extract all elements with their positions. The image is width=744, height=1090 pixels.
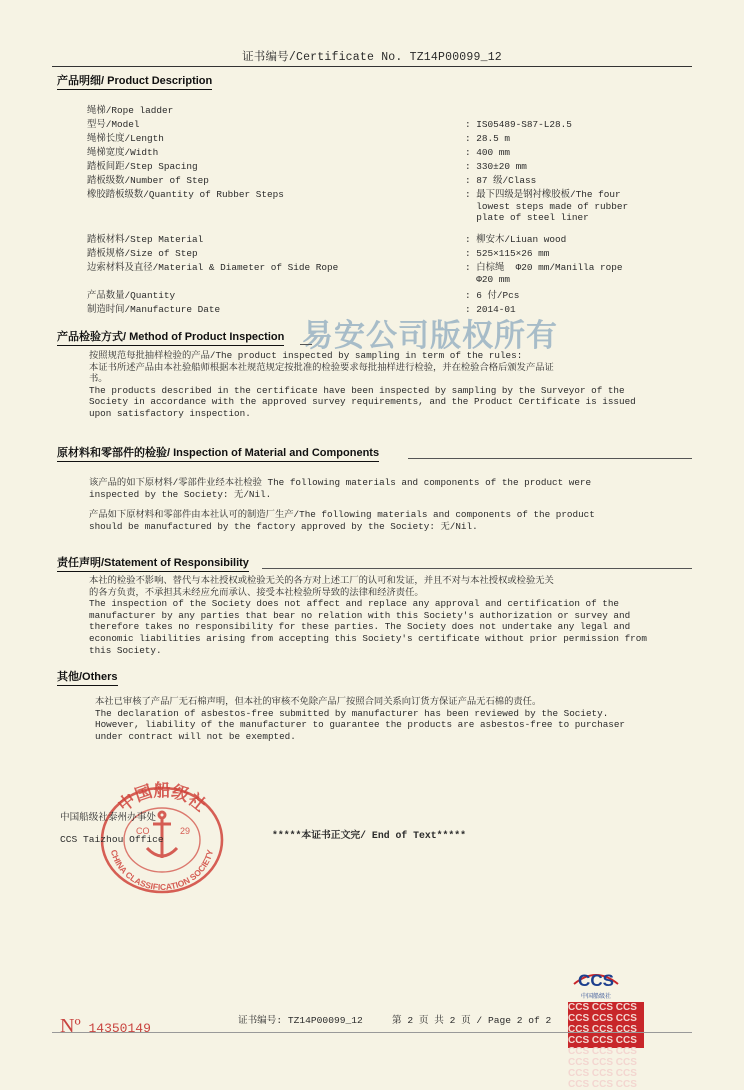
product-row-label: 踏板材料/Step Material (87, 234, 204, 245)
certificate-number-header: 证书编号/Certificate No. TZ14P00099_12 (242, 51, 502, 64)
product-row-label: 绳梯长度/Length (87, 133, 164, 144)
serial-prefix: Nº (60, 1015, 81, 1037)
ccs-strip-text: CCS CCS CCS CCS CCS CCS (568, 1002, 637, 1024)
product-row-label: 边索材料及直径/Material & Diameter of Side Rope (87, 262, 339, 273)
ccs-logo-subtext: 中国船级社 (580, 993, 612, 1000)
header-rule (52, 66, 692, 67)
stamp-bottom-text: CHINA CLASSIFICATION SOCIETY (108, 848, 216, 893)
ccs-strip-text: CCS CCS CCS CCS CCS CCS (568, 1068, 637, 1090)
serial-number (60, 1015, 151, 1038)
materials-text-inspected: 该产品的如下原材料/零部件业经本社检验 The following materials and components of the product were inspected by the Society: 无/Nil. (89, 477, 592, 500)
product-row-label: 绳梯/Rope ladder (87, 105, 174, 116)
section-title-inspection-method: 产品检验方式/ Method of Product Inspection (57, 328, 284, 346)
section-rule (262, 568, 692, 569)
ccs-logo-text: CCS (578, 971, 614, 990)
section-title-materials: 原材料和零部件的检验/ Inspection of Material and Components (57, 444, 379, 462)
section-rule (300, 344, 312, 345)
product-row-value: : IS05489-S87-L28.5 (465, 119, 572, 130)
ccs-security-strip (568, 1002, 644, 1090)
section-rule (408, 458, 692, 459)
product-row-label: 踏板级数/Number of Step (87, 175, 209, 186)
office-name-cn: 中国船级社泰州办事处 (60, 812, 156, 823)
ccs-strip-text: CCS CCS CCS CCS CCS CCS (568, 1046, 637, 1068)
stamp-right-code: 29 (180, 826, 191, 836)
product-row-value: : 最下四级是钢衬橡胶板/The four lowest steps made of rubber plate of steel liner (465, 189, 629, 223)
ccs-logo (568, 962, 624, 1002)
footer-rule (52, 1032, 692, 1033)
office-name-en: CCS Taizhou Office (60, 834, 164, 845)
copyright-watermark: 易安公司版权所有 (302, 318, 558, 354)
materials-text-manufactured: 产品如下原材料和零部件由本社认可的制造厂生产/The following materials and components of the product should be manufactured by the factory approved by the Society: 无/Nil. (89, 509, 595, 532)
responsibility-text: 本社的检验不影响、替代与本社授权或检验无关的各方对上述工厂的认可和发证，并且不对与本社授权或检验无关 的各方负责，不承担其未经应允而承认、接受本社检验所导致的法律和经济责任。 The inspection of the Society does not affect and replace any approval and certification of the manufacturer by any parties that bear no relation with this Society's authorization or survey and therefore takes no responsibility for these parties. The Society does not undertake any legal and economic liabilities arising from accepting this Society's certificate without prior permission from this Society. (89, 575, 647, 656)
section-title-product-description: 产品明细/ Product Description (57, 72, 212, 90)
others-text: 本社已审核了产品厂无石棉声明，但本社的审核不免除产品厂按照合同关系向订货方保证产品无石棉的责任。 The declaration of asbestos-free submitted by manufacturer has been reviewed by the Society. However, liability of the manufacturer to guarantee the products are asbestos-free to purchaser under contract will not be exempted. (95, 696, 626, 742)
inspection-method-text: 按照规范每批抽样检验的产品/The product inspected by sampling in term of the rules: 本证书所述产品由本社验船师根据本社规范规定按批准的检验要求每批抽样进行检验，并在检验合格后颁发产品证 书。 The products described in the certificate have been inspected by sampling by the Surveyor of the Society in accordance with the approved survey requirements, and the Product Certificate is issued upon satisfactory inspection. (89, 350, 636, 419)
product-row-label: 橡胶踏板级数/Quantity of Rubber Steps (87, 189, 284, 200)
product-row-label: 踏板间距/Step Spacing (87, 161, 198, 172)
product-row-value: : 28.5 m (465, 133, 511, 144)
product-row-label: 产品数量/Quantity (87, 290, 176, 301)
product-row-label: 制造时间/Manufacture Date (87, 304, 221, 315)
product-row-value: : 330±20 mm (465, 161, 527, 172)
serial-value: 14350149 (88, 1021, 151, 1036)
product-row-label: 型号/Model (87, 119, 140, 130)
product-row-value: : 400 mm (465, 147, 511, 158)
stamp-left-code: CO (136, 826, 150, 836)
section-title-responsibility: 责任声明/Statement of Responsibility (57, 554, 249, 572)
product-row-value: : 525×115×26 mm (465, 248, 550, 259)
product-row-value: : 87 级/Class (465, 175, 537, 186)
product-row-value: : 白棕绳 Φ20 mm/Manilla rope Φ20 mm (465, 262, 623, 285)
end-of-text: *****本证书正文完/ End of Text***** (272, 830, 467, 841)
product-row-value: : 柳安木/Liuan wood (465, 234, 567, 245)
product-row-value: : 2014-01 (465, 304, 516, 315)
product-row-label: 踏板规格/Size of Step (87, 248, 198, 259)
ccs-strip-text: CCS CCS CCS CCS CCS CCS (568, 1024, 637, 1046)
product-row-value: : 6 付/Pcs (465, 290, 520, 301)
footer-page-number: 第 2 页 共 2 页 / Page 2 of 2 (392, 1015, 552, 1026)
stamp-top-text: 中国船级社 (114, 781, 210, 817)
footer-certificate-number: 证书编号: TZ14P00099_12 (238, 1015, 363, 1026)
section-title-others: 其他/Others (57, 668, 118, 686)
product-row-label: 绳梯宽度/Width (87, 147, 159, 158)
